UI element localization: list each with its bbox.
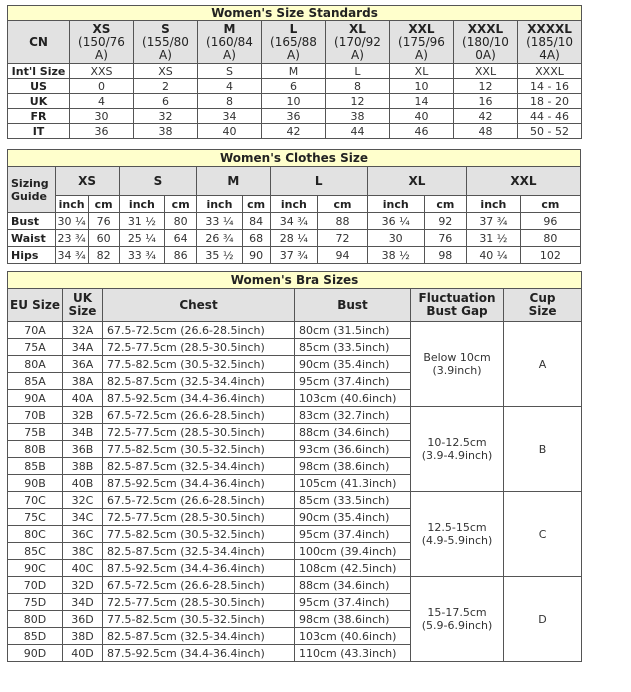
size-header: M [197, 167, 270, 196]
uk-size-cell: 34B [63, 424, 103, 441]
cn-label: CN [8, 21, 70, 64]
bust-cell: 110cm (43.3inch) [295, 645, 411, 662]
bust-cell: 90cm (35.4inch) [295, 509, 411, 526]
chest-cell: 87.5-92.5cm (34.4-36.4inch) [103, 475, 295, 492]
row-label: Waist [8, 230, 56, 247]
uk-size-cell: 34A [63, 339, 103, 356]
table-cell: 2 [134, 79, 198, 94]
size-header: XL (170/92 A) [326, 21, 390, 64]
size-header: XXL (175/96 A) [390, 21, 454, 64]
cup-size-header: Cup Size [504, 289, 582, 322]
row-label: UK [8, 94, 70, 109]
uk-size-cell: 36A [63, 356, 103, 373]
size-header: L (165/88 A) [262, 21, 326, 64]
eu-size-cell: 75D [8, 594, 63, 611]
row-label: Int'l Size [8, 64, 70, 79]
table-cell: 80 [165, 213, 197, 230]
row-label: FR [8, 109, 70, 124]
table-cell: 76 [88, 213, 119, 230]
table-cell: 34 [198, 109, 262, 124]
table-cell: M [262, 64, 326, 79]
table-cell: 14 - 16 [518, 79, 582, 94]
table-cell: 44 - 46 [518, 109, 582, 124]
uk-size-cell: 34C [63, 509, 103, 526]
table-cell: 25 ¼ [119, 230, 164, 247]
table-cell: 26 ¾ [197, 230, 242, 247]
unit-header: cm [318, 196, 368, 213]
table-row [8, 124, 582, 139]
table-cell: 33 ¾ [119, 247, 164, 264]
bust-cell: 95cm (37.4inch) [295, 526, 411, 543]
table-cell: 48 [454, 124, 518, 139]
table-cell: 32 [134, 109, 198, 124]
table-row [8, 407, 582, 424]
table-cell: 4 [198, 79, 262, 94]
table-cell: 30 ¼ [55, 213, 88, 230]
table-cell: 94 [318, 247, 368, 264]
unit-header: inch [270, 196, 318, 213]
table-cell: 14 [390, 94, 454, 109]
bust-cell: 95cm (37.4inch) [295, 594, 411, 611]
table-row [8, 492, 582, 509]
table-cell: 18 - 20 [518, 94, 582, 109]
table-cell: 34 ¾ [270, 213, 318, 230]
eu-size-header: EU Size [8, 289, 63, 322]
table-cell: 82 [88, 247, 119, 264]
table-cell: 23 ¾ [55, 230, 88, 247]
size-header: XXXXL (185/10 4A) [518, 21, 582, 64]
table-cell: 50 - 52 [518, 124, 582, 139]
table-row [8, 64, 582, 79]
size-header: XL [367, 167, 466, 196]
table-cell: S [198, 64, 262, 79]
table-row [8, 322, 582, 339]
row-label: Bust [8, 213, 56, 230]
table-cell: 30 [367, 230, 424, 247]
table-cell: 37 ¾ [270, 247, 318, 264]
eu-size-cell: 70A [8, 322, 63, 339]
row-label: US [8, 79, 70, 94]
chest-cell: 67.5-72.5cm (26.6-28.5inch) [103, 407, 295, 424]
table-cell: XS [134, 64, 198, 79]
table-cell: 10 [262, 94, 326, 109]
eu-size-cell: 90C [8, 560, 63, 577]
eu-size-cell: 80C [8, 526, 63, 543]
bust-cell: 98cm (38.6inch) [295, 458, 411, 475]
table-cell: 36 [262, 109, 326, 124]
table-cell: 44 [326, 124, 390, 139]
table-cell: 84 [242, 213, 270, 230]
table-cell: 12 [454, 79, 518, 94]
unit-header: inch [55, 196, 88, 213]
table-cell: 28 ¼ [270, 230, 318, 247]
unit-header: cm [88, 196, 119, 213]
bust-gap-cell: 15-17.5cm (5.9-6.9inch) [411, 577, 504, 662]
uk-size-cell: 32B [63, 407, 103, 424]
chest-cell: 82.5-87.5cm (32.5-34.4inch) [103, 628, 295, 645]
fluctuation-header: Fluctuation Bust Gap [411, 289, 504, 322]
table-cell: 31 ½ [119, 213, 164, 230]
chest-cell: 72.5-77.5cm (28.5-30.5inch) [103, 594, 295, 611]
unit-header: inch [197, 196, 242, 213]
chest-cell: 67.5-72.5cm (26.6-28.5inch) [103, 577, 295, 594]
size-header: XXXL (180/10 0A) [454, 21, 518, 64]
eu-size-cell: 80A [8, 356, 63, 373]
cup-size-cell: A [504, 322, 582, 407]
table-cell: XXL [454, 64, 518, 79]
chest-cell: 82.5-87.5cm (32.5-34.4inch) [103, 458, 295, 475]
bust-cell: 90cm (35.4inch) [295, 356, 411, 373]
eu-size-cell: 85B [8, 458, 63, 475]
uk-size-cell: 36D [63, 611, 103, 628]
table-cell: XXS [70, 64, 134, 79]
chest-cell: 72.5-77.5cm (28.5-30.5inch) [103, 509, 295, 526]
size-header: XS [55, 167, 119, 196]
sizing-guide-label: Sizing Guide [8, 167, 56, 213]
eu-size-cell: 85D [8, 628, 63, 645]
table-cell: 46 [390, 124, 454, 139]
table-row [8, 109, 582, 124]
uk-size-cell: 40B [63, 475, 103, 492]
table-cell: 76 [424, 230, 466, 247]
chest-cell: 72.5-77.5cm (28.5-30.5inch) [103, 424, 295, 441]
unit-header: cm [242, 196, 270, 213]
eu-size-cell: 70C [8, 492, 63, 509]
table-cell: 92 [424, 213, 466, 230]
table-cell: 16 [454, 94, 518, 109]
table-cell: 80 [520, 230, 580, 247]
table-cell: 40 [198, 124, 262, 139]
table-row [8, 213, 581, 230]
table-cell: 36 ¼ [367, 213, 424, 230]
table-cell: 88 [318, 213, 368, 230]
table-cell: 60 [88, 230, 119, 247]
bust-cell: 83cm (32.7inch) [295, 407, 411, 424]
chest-cell: 82.5-87.5cm (32.5-34.4inch) [103, 373, 295, 390]
bust-cell: 95cm (37.4inch) [295, 373, 411, 390]
eu-size-cell: 90D [8, 645, 63, 662]
chest-header: Chest [103, 289, 295, 322]
table-row [8, 94, 582, 109]
chest-cell: 87.5-92.5cm (34.4-36.4inch) [103, 645, 295, 662]
clothes-size-table [7, 149, 581, 264]
row-label: Hips [8, 247, 56, 264]
table-cell: 40 ¼ [467, 247, 521, 264]
row-label: IT [8, 124, 70, 139]
bust-cell: 80cm (31.5inch) [295, 322, 411, 339]
chest-cell: 82.5-87.5cm (32.5-34.4inch) [103, 543, 295, 560]
table-cell: 64 [165, 230, 197, 247]
table-cell: 6 [134, 94, 198, 109]
chest-cell: 87.5-92.5cm (34.4-36.4inch) [103, 560, 295, 577]
chest-cell: 72.5-77.5cm (28.5-30.5inch) [103, 339, 295, 356]
uk-size-cell: 40A [63, 390, 103, 407]
cup-size-cell: C [504, 492, 582, 577]
size-standards-title: Women's Size Standards [8, 6, 582, 21]
table-cell: 38 [326, 109, 390, 124]
bust-cell: 98cm (38.6inch) [295, 611, 411, 628]
eu-size-cell: 85A [8, 373, 63, 390]
cup-size-cell: D [504, 577, 582, 662]
table-cell: 8 [198, 94, 262, 109]
table-cell: 68 [242, 230, 270, 247]
table-cell: 31 ½ [467, 230, 521, 247]
size-header: L [270, 167, 367, 196]
table-cell: 8 [326, 79, 390, 94]
table-cell: 42 [454, 109, 518, 124]
bust-cell: 108cm (42.5inch) [295, 560, 411, 577]
table-cell: XL [390, 64, 454, 79]
chest-cell: 67.5-72.5cm (26.6-28.5inch) [103, 492, 295, 509]
uk-size-cell: 38A [63, 373, 103, 390]
bust-gap-cell: 12.5-15cm (4.9-5.9inch) [411, 492, 504, 577]
eu-size-cell: 70B [8, 407, 63, 424]
table-row [8, 230, 581, 247]
table-row [8, 577, 582, 594]
uk-size-cell: 38C [63, 543, 103, 560]
uk-size-cell: 38B [63, 458, 103, 475]
table-cell: 98 [424, 247, 466, 264]
table-cell: 4 [70, 94, 134, 109]
clothes-size-title: Women's Clothes Size [8, 150, 581, 167]
chest-cell: 87.5-92.5cm (34.4-36.4inch) [103, 390, 295, 407]
bust-cell: 103cm (40.6inch) [295, 390, 411, 407]
eu-size-cell: 80B [8, 441, 63, 458]
unit-header: inch [467, 196, 521, 213]
unit-header: inch [367, 196, 424, 213]
chest-cell: 77.5-82.5cm (30.5-32.5inch) [103, 526, 295, 543]
uk-size-cell: 36C [63, 526, 103, 543]
bra-size-title: Women's Bra Sizes [8, 272, 582, 289]
table-cell: 35 ½ [197, 247, 242, 264]
uk-size-cell: 32A [63, 322, 103, 339]
bust-cell: 103cm (40.6inch) [295, 628, 411, 645]
table-cell: 42 [262, 124, 326, 139]
eu-size-cell: 75C [8, 509, 63, 526]
table-cell: 37 ¾ [467, 213, 521, 230]
unit-header: inch [119, 196, 164, 213]
uk-size-cell: 38D [63, 628, 103, 645]
bust-gap-cell: Below 10cm (3.9inch) [411, 322, 504, 407]
table-cell: 96 [520, 213, 580, 230]
chest-cell: 77.5-82.5cm (30.5-32.5inch) [103, 441, 295, 458]
eu-size-cell: 90A [8, 390, 63, 407]
uk-size-cell: 40D [63, 645, 103, 662]
table-cell: 40 [390, 109, 454, 124]
chest-cell: 77.5-82.5cm (30.5-32.5inch) [103, 356, 295, 373]
unit-header: cm [424, 196, 466, 213]
unit-header: cm [165, 196, 197, 213]
table-cell: 36 [70, 124, 134, 139]
table-row [8, 79, 582, 94]
uk-size-cell: 40C [63, 560, 103, 577]
table-cell: 33 ¼ [197, 213, 242, 230]
bra-size-table [7, 271, 582, 662]
table-cell: 102 [520, 247, 580, 264]
bust-cell: 105cm (41.3inch) [295, 475, 411, 492]
size-header: XS (150/76 A) [70, 21, 134, 64]
bust-cell: 88cm (34.6inch) [295, 424, 411, 441]
table-cell: 38 ½ [367, 247, 424, 264]
eu-size-cell: 70D [8, 577, 63, 594]
table-cell: 38 [134, 124, 198, 139]
size-header: M (160/84 A) [198, 21, 262, 64]
bust-cell: 93cm (36.6inch) [295, 441, 411, 458]
uk-size-cell: 34D [63, 594, 103, 611]
chest-cell: 67.5-72.5cm (26.6-28.5inch) [103, 322, 295, 339]
table-cell: 90 [242, 247, 270, 264]
eu-size-cell: 75A [8, 339, 63, 356]
table-row [8, 247, 581, 264]
table-cell: 72 [318, 230, 368, 247]
eu-size-cell: 90B [8, 475, 63, 492]
uk-size-cell: 36B [63, 441, 103, 458]
size-standards-table [7, 5, 582, 139]
unit-header: cm [520, 196, 580, 213]
table-cell: 34 ¾ [55, 247, 88, 264]
chest-cell: 77.5-82.5cm (30.5-32.5inch) [103, 611, 295, 628]
size-header: S (155/80 A) [134, 21, 198, 64]
size-header: XXL [467, 167, 581, 196]
bust-header: Bust [295, 289, 411, 322]
table-cell: 86 [165, 247, 197, 264]
eu-size-cell: 75B [8, 424, 63, 441]
table-cell: 12 [326, 94, 390, 109]
bust-cell: 85cm (33.5inch) [295, 492, 411, 509]
table-cell: 6 [262, 79, 326, 94]
table-cell: XXXL [518, 64, 582, 79]
table-cell: 10 [390, 79, 454, 94]
uk-size-cell: 32D [63, 577, 103, 594]
eu-size-cell: 80D [8, 611, 63, 628]
table-cell: 0 [70, 79, 134, 94]
eu-size-cell: 85C [8, 543, 63, 560]
uk-size-header: UK Size [63, 289, 103, 322]
bust-cell: 100cm (39.4inch) [295, 543, 411, 560]
bust-cell: 85cm (33.5inch) [295, 339, 411, 356]
uk-size-cell: 32C [63, 492, 103, 509]
bust-cell: 88cm (34.6inch) [295, 577, 411, 594]
cup-size-cell: B [504, 407, 582, 492]
table-cell: L [326, 64, 390, 79]
bust-gap-cell: 10-12.5cm (3.9-4.9inch) [411, 407, 504, 492]
table-cell: 30 [70, 109, 134, 124]
size-header: S [119, 167, 197, 196]
